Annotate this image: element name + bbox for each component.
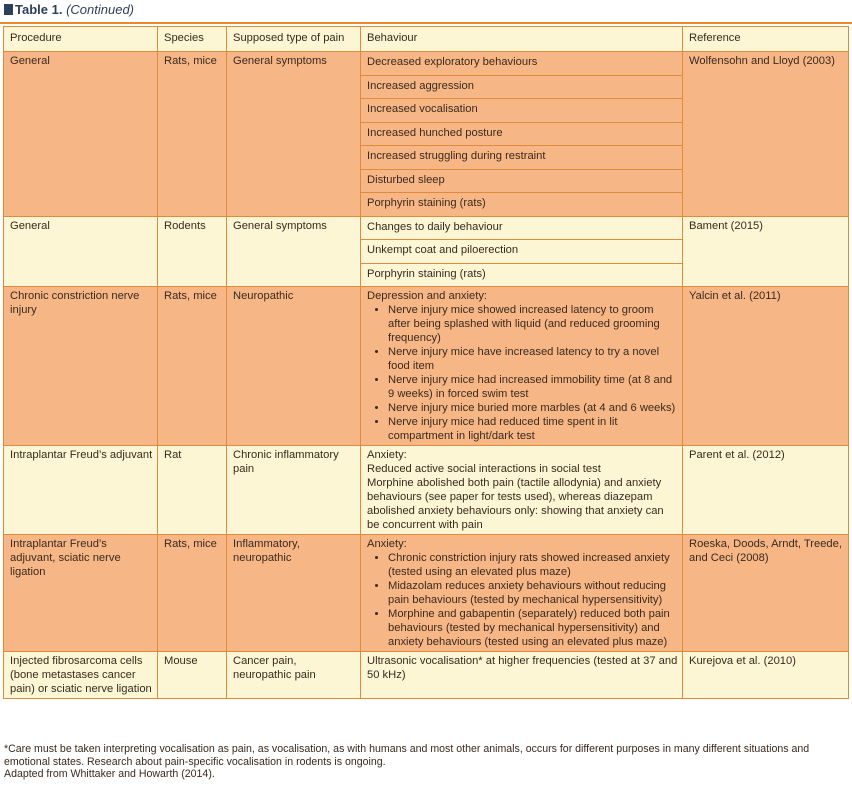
table-footnotes <box>4 743 850 781</box>
pain-type-cell: General symptoms <box>227 216 361 287</box>
header-reference: Reference <box>683 27 849 52</box>
table-caption <box>4 3 134 21</box>
behaviour-heading: Depression and anxiety: <box>367 290 488 302</box>
continued-note: (Continued) <box>66 2 135 17</box>
behaviour-text: Morphine abolished both pain (tactile allodynia) and anxiety behaviours (see paper for tests used), whereas diazepam abolished anxiety behaviours only: showing that anxiety can be concurrent with pain <box>367 477 664 531</box>
caption-rule <box>0 22 852 24</box>
source-note: Adapted from Whittaker and Howarth (2014). <box>4 768 215 780</box>
behaviour-cell: Unkempt coat and piloerection <box>361 240 683 264</box>
table-label: Table 1. <box>15 2 63 17</box>
procedure-cell: Chronic constriction nerve injury <box>4 287 158 446</box>
pain-type-cell: Neuropathic <box>227 287 361 446</box>
behaviour-cell: Decreased exploratory behaviours <box>361 52 683 76</box>
behaviour-cell: Increased struggling during restraint <box>361 146 683 170</box>
species-cell: Mouse <box>158 652 227 699</box>
behaviour-list <box>367 551 678 649</box>
behaviour-text: Ultrasonic vocalisation* at higher frequencies (tested at 37 and 50 kHz) <box>367 655 678 681</box>
pain-type-cell: Chronic inflammatory pain <box>227 446 361 535</box>
behaviour-cell <box>361 287 683 446</box>
behaviour-heading: Anxiety: <box>367 538 407 550</box>
procedure-cell: Injected fibrosarcoma cells (bone metastases cancer pain) or sciatic nerve ligation <box>4 652 158 699</box>
behaviour-cell: Porphyrin staining (rats) <box>361 193 683 217</box>
list-item: • Chronic constriction injury rats showed increased anxiety (tested using an elevated plus maze) <box>388 551 678 579</box>
behaviour-cell: Porphyrin staining (rats) <box>361 263 683 287</box>
list-item: • Nerve injury mice buried more marbles (at 4 and 6 weeks) <box>388 401 678 415</box>
species-cell: Rats, mice <box>158 52 227 217</box>
list-item: • Nerve injury mice had increased immobility time (at 8 and 9 weeks) in forced swim test <box>388 373 678 401</box>
list-item: • Nerve injury mice have increased latency to try a novel food item <box>388 345 678 373</box>
table-row <box>4 446 849 535</box>
behaviour-cell: Disturbed sleep <box>361 169 683 193</box>
behaviour-heading: Anxiety: <box>367 449 407 461</box>
table-row <box>4 52 849 76</box>
reference-cell: Parent et al. (2012) <box>683 446 849 535</box>
table-row <box>4 535 849 652</box>
species-cell: Rats, mice <box>158 287 227 446</box>
header-behaviour: Behaviour <box>361 27 683 52</box>
behaviour-cell: Increased aggression <box>361 75 683 99</box>
procedure-cell: Intraplantar Freud’s adjuvant <box>4 446 158 535</box>
list-item: • Nerve injury mice had reduced time spent in lit compartment in light/dark test <box>388 415 678 443</box>
list-item: • Midazolam reduces anxiety behaviours without reducing pain behaviours (tested by mechanical hypersensitivity) <box>388 579 678 607</box>
table-row <box>4 216 849 240</box>
behaviour-cell: Increased vocalisation <box>361 99 683 123</box>
behaviour-list <box>367 303 678 443</box>
behaviour-text: Reduced active social interactions in social test <box>367 463 601 475</box>
behaviour-cell <box>361 446 683 535</box>
species-cell: Rats, mice <box>158 535 227 652</box>
reference-cell: Kurejova et al. (2010) <box>683 652 849 699</box>
pain-type-cell: General symptoms <box>227 52 361 217</box>
header-pain-type: Supposed type of pain <box>227 27 361 52</box>
footnote-text: *Care must be taken interpreting vocalisation as pain, as vocalisation, as with humans and most other animals, occurs for different purposes in many different situations and emotional states. Research about pain-specific vocalisation in rodents is ongoing. <box>4 743 810 768</box>
header-procedure: Procedure <box>4 27 158 52</box>
species-cell: Rodents <box>158 216 227 287</box>
procedure-cell: Intraplantar Freud’s adjuvant, sciatic nerve ligation <box>4 535 158 652</box>
caption-square-icon <box>4 4 13 15</box>
pain-behaviour-table <box>3 26 849 699</box>
list-item: • Morphine and gabapentin (separately) reduced both pain behaviours (tested by mechanical hypersensitivity) and anxiety behaviours (tested using an elevated plus maze) <box>388 607 678 649</box>
reference-cell: Roeska, Doods, Arndt, Treede, and Ceci (2008) <box>683 535 849 652</box>
behaviour-cell <box>361 535 683 652</box>
reference-cell: Yalcin et al. (2011) <box>683 287 849 446</box>
header-species: Species <box>158 27 227 52</box>
reference-cell: Bament (2015) <box>683 216 849 287</box>
header-row <box>4 27 849 52</box>
procedure-cell: General <box>4 52 158 217</box>
pain-type-cell: Inflammatory, neuropathic <box>227 535 361 652</box>
behaviour-cell: Changes to daily behaviour <box>361 216 683 240</box>
species-cell: Rat <box>158 446 227 535</box>
pain-type-cell: Cancer pain, neuropathic pain <box>227 652 361 699</box>
table-row <box>4 287 849 446</box>
table-row <box>4 652 849 699</box>
procedure-cell: General <box>4 216 158 287</box>
reference-cell: Wolfensohn and Lloyd (2003) <box>683 52 849 217</box>
behaviour-cell: Increased hunched posture <box>361 122 683 146</box>
list-item: • Nerve injury mice showed increased latency to groom after being splashed with liquid (and reduced grooming frequency) <box>388 303 678 345</box>
behaviour-cell <box>361 652 683 699</box>
